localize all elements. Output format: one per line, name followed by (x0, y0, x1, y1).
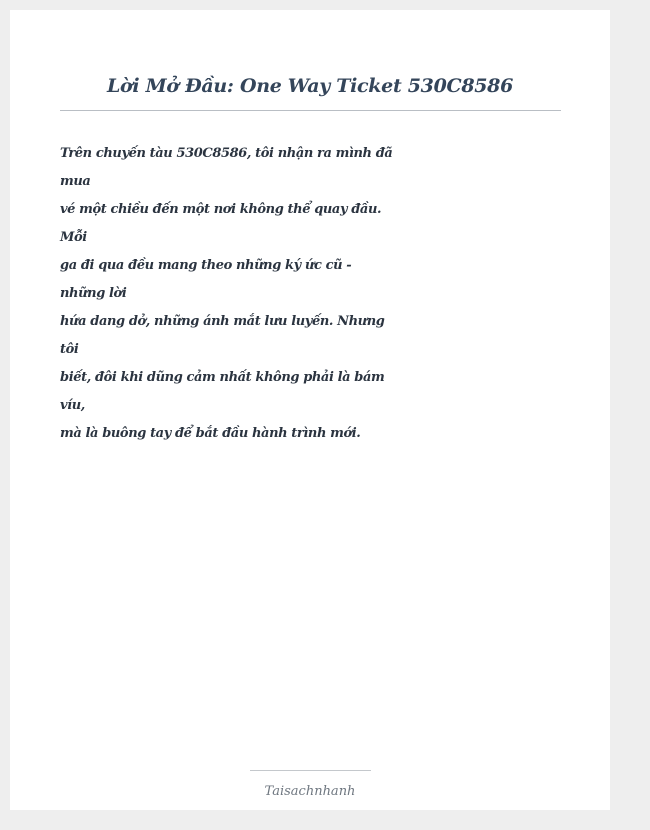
footer-brand: Taisachnhanh (264, 784, 356, 799)
body-paragraph (60, 140, 393, 448)
text-line: mua (60, 174, 91, 189)
text-line: Mỗi (60, 230, 87, 245)
text-line: tôi (60, 342, 79, 357)
text-line: biết, đôi khi dũng cảm nhất không phải là bám (60, 370, 385, 385)
text-line: víu, (60, 398, 85, 413)
text-line: ga đi qua đều mang theo những ký ức cũ - (60, 258, 352, 273)
text-line: những lời (60, 286, 127, 301)
text-line: hứa dang dở, những ánh mắt lưu luyến. Nhưng (60, 314, 385, 329)
text-line: vé một chiều đến một nơi không thể quay đầu. (60, 202, 382, 217)
title-divider (60, 110, 561, 111)
document-page (10, 10, 610, 810)
text-line: Trên chuyến tàu 530C8586, tôi nhận ra mình đã (60, 146, 393, 161)
footer-divider (250, 770, 371, 771)
text-line: mà là buông tay để bắt đầu hành trình mới. (60, 426, 361, 441)
page-title: Lời Mở Đầu: One Way Ticket 530C8586 (107, 75, 513, 97)
